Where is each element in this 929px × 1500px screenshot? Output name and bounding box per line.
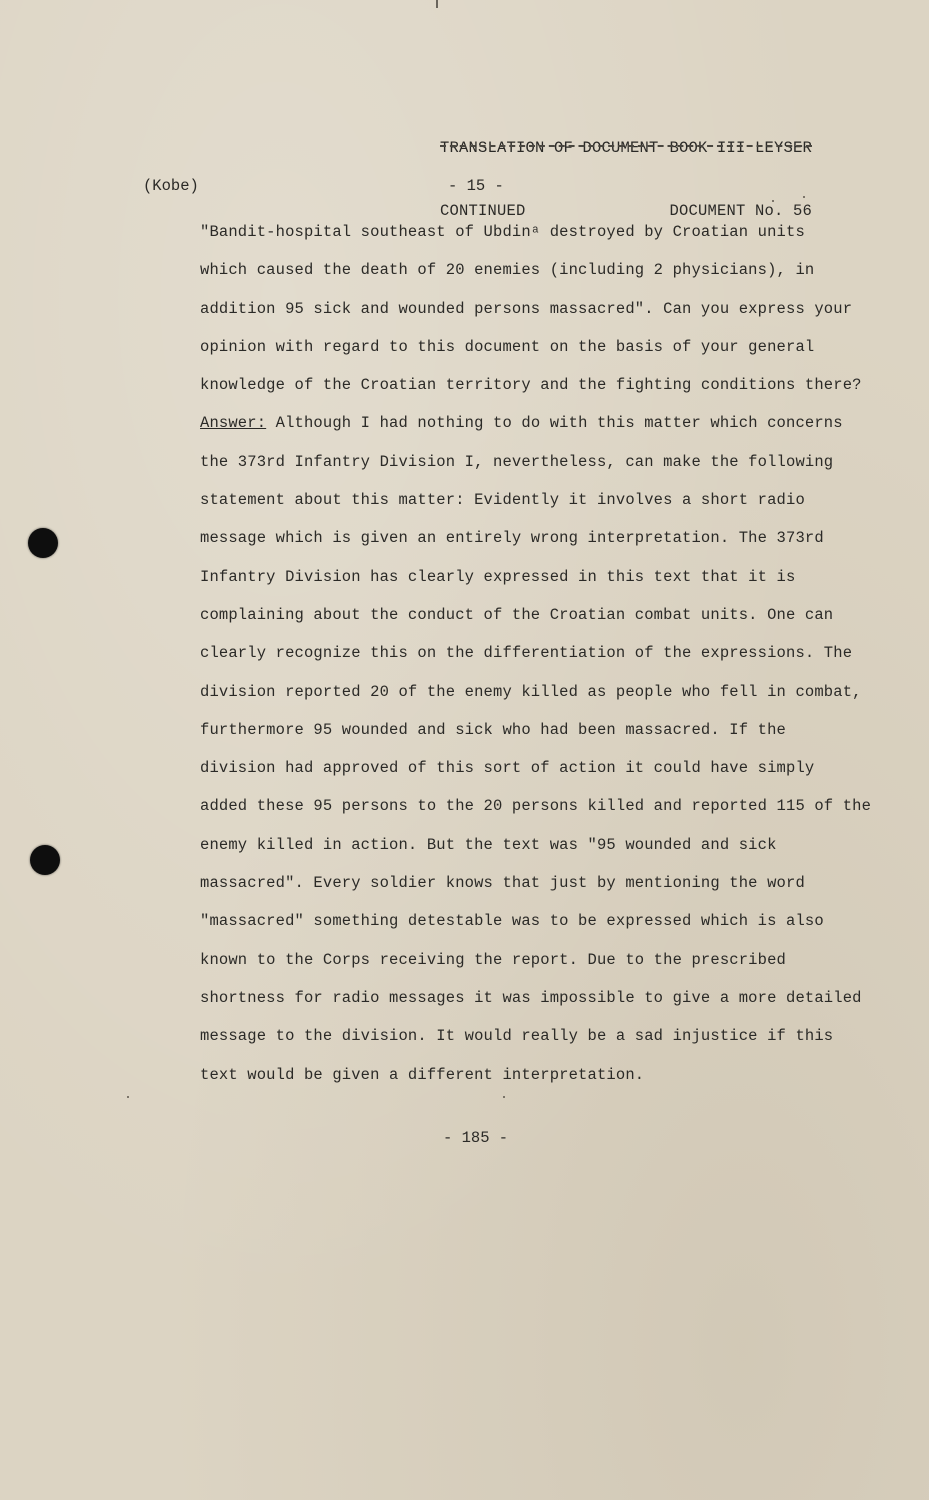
page-number-top: - 15 - [448,177,504,195]
body-line: addition 95 sick and wounded persons massacred". Can you express your [200,299,853,318]
body-line: "Bandit-hospital southeast of Ubdinᵃ destroyed by Croatian units [200,223,805,241]
answer-label: Answer: [200,414,267,433]
body-line: the 373rd Infantry Division I, nevertheless, can make the following [200,452,834,471]
body-line: added these 95 persons to the 20 persons killed and reported 115 of the [200,797,872,816]
header-continued-label: CONTINUED [440,202,526,220]
body-line: which caused the death of 20 enemies (including 2 physicians), in [200,261,815,280]
body-line: text would be given a different interpretation. [200,1065,645,1084]
punch-hole [28,528,58,558]
paper-speck [803,196,805,198]
body-line: knowledge of the Croatian territory and the fighting conditions there? [200,376,862,395]
body-text [200,213,890,1094]
body-line: enemy killed in action. But the text was "95 wounded and sick [200,835,777,854]
body-line: message to the division. It would really be a sad injustice if this [200,1027,834,1046]
header-row-1 [440,138,812,159]
body-line: shortness for radio messages it was impossible to give a more detailed [200,988,862,1007]
paper-speck [503,1096,505,1098]
answer-line [200,404,890,442]
paper-speck [127,1096,129,1098]
body-line: clearly recognize this on the differentiation of the expressions. The [200,644,853,663]
body-line: furthermore 95 wounded and sick who had been massacred. If the [200,720,786,739]
body-line: division reported 20 of the enemy killed as people who fell in combat, [200,682,862,701]
paper-speck [772,200,774,202]
answer-text: Although I had nothing to do with this matter which concerns [266,414,843,433]
body-line: massacred". Every soldier knows that just by mentioning the word [200,874,805,893]
header-divider [440,145,812,147]
body-line: statement about this matter: Evidently it involves a short radio [200,491,805,510]
punch-hole [30,845,60,875]
body-line: message which is given an entirely wrong interpretation. The 373rd [200,529,824,548]
page-number-bottom: - 185 - [443,1129,509,1147]
body-line: "massacred" something detestable was to be expressed which is also [200,912,824,931]
top-edge-mark [436,0,438,8]
body-line: opinion with regard to this document on the basis of your general [200,337,815,356]
body-line: division had approved of this sort of action it could have simply [200,759,815,778]
body-line: known to the Corps receiving the report. Due to the prescribed [200,950,786,969]
header-document-number: DOCUMENT No. 56 [669,202,812,220]
body-line: Infantry Division has clearly expressed in this text that it is [200,567,796,586]
body-line: complaining about the conduct of the Croatian combat units. One can [200,605,834,624]
header-translation-label: TRANSLATION OF DOCUMENT [440,139,659,157]
header-book-label: BOOK III LEYSER [669,139,812,157]
author-name: (Kobe) [143,177,199,195]
